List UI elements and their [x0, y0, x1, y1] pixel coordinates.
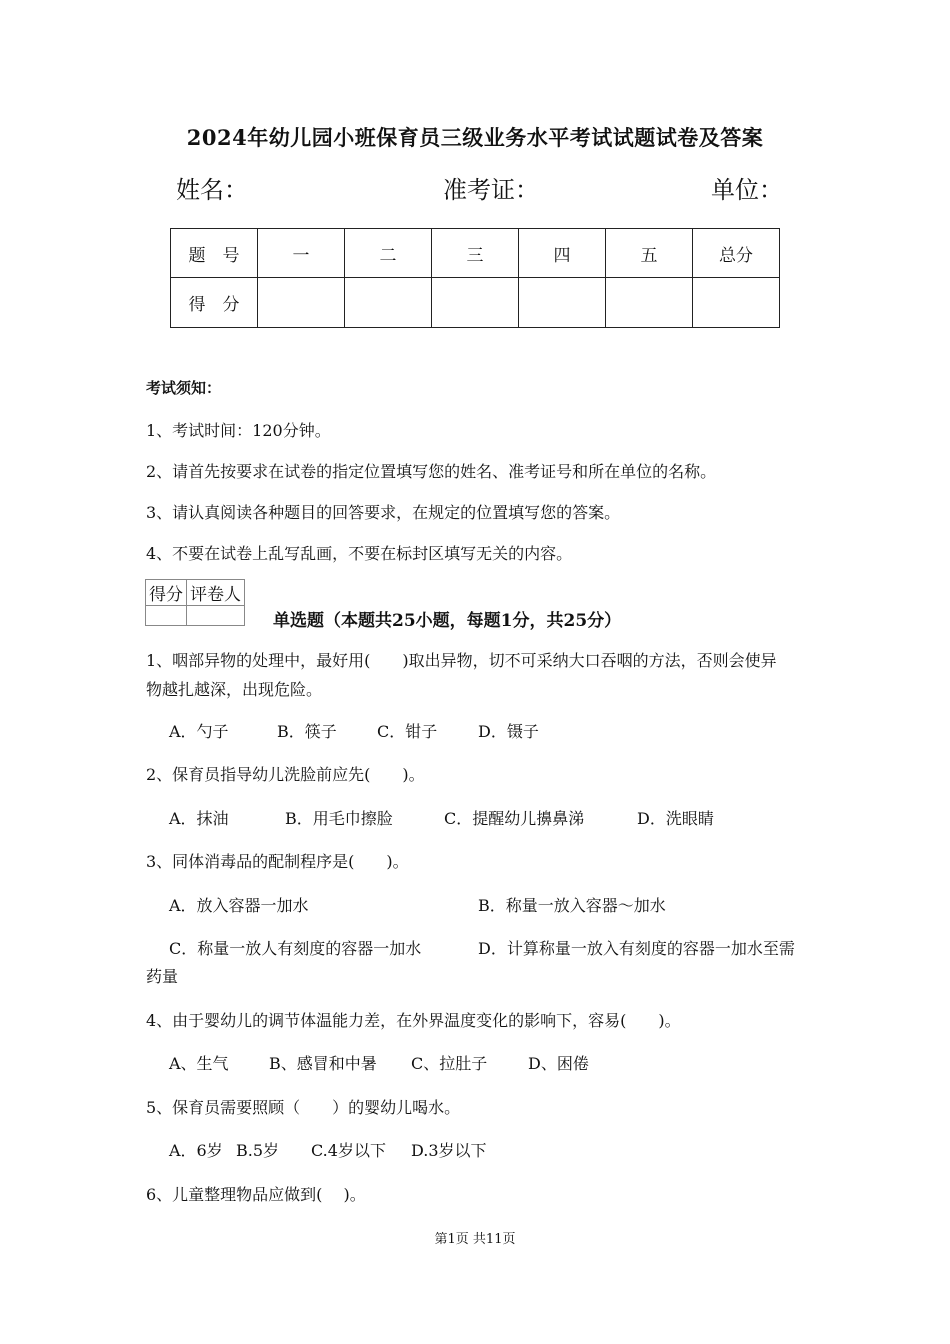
question-6: 6、儿童整理物品应做到( )。 [146, 1185, 366, 1204]
score-cell-section-3: 三 [432, 229, 519, 278]
q5-option-c: C.4岁以下 [311, 1141, 386, 1160]
q1-option-a: A．勺子 [169, 722, 229, 741]
grader-name-label: 评卷人 [187, 580, 245, 606]
q4-option-c: C、拉肚子 [411, 1054, 488, 1073]
notice-item-2: 2、请首先按要求在试卷的指定位置填写您的姓名、准考证号和所在单位的名称。 [146, 462, 717, 481]
question-5: 5、保育员需要照顾（ ）的婴幼儿喝水。 [146, 1098, 461, 1117]
notice-item-4: 4、不要在试卷上乱写乱画，不要在标封区填写无关的内容。 [146, 544, 573, 563]
page-footer: 第1页 共11页 [434, 1232, 516, 1247]
question-1-continued: 物越扎越深，出现危险。 [146, 680, 323, 699]
notice-item-3: 3、请认真阅读各种题目的回答要求，在规定的位置填写您的答案。 [146, 503, 621, 522]
q4-option-b: B、感冒和中暑 [269, 1054, 377, 1073]
score-input-5[interactable] [606, 278, 693, 328]
question-3: 3、同体消毒品的配制程序是( )。 [146, 852, 409, 871]
grader-score-input[interactable] [146, 606, 187, 626]
q1-option-d: D．镊子 [478, 722, 539, 741]
score-cell-section-1: 一 [258, 229, 345, 278]
question-2: 2、保育员指导幼儿洗脸前应先( )。 [146, 765, 425, 784]
q3-option-d-continued: 药量 [146, 967, 179, 986]
score-table-header-row [171, 229, 780, 278]
grader-score-label: 得分 [146, 580, 187, 606]
q1-option-b: B．筷子 [277, 722, 337, 741]
q5-option-b: B.5岁 [236, 1141, 280, 1160]
score-row-label: 得 分 [171, 278, 258, 328]
q2-option-c: C．提醒幼儿擤鼻涕 [444, 809, 585, 828]
score-cell-section-2: 二 [345, 229, 432, 278]
q4-option-d: D、困倦 [528, 1054, 589, 1073]
grader-name-input[interactable] [187, 606, 245, 626]
score-table [170, 228, 780, 328]
score-cell-section-4: 四 [519, 229, 606, 278]
notice-heading: 考试须知： [146, 379, 222, 397]
q3-option-a: A．放入容器一加水 [169, 896, 309, 915]
name-field-label: 姓名： [176, 176, 248, 204]
q5-option-d: D.3岁以下 [411, 1141, 487, 1160]
score-cell-label: 题 号 [171, 229, 258, 278]
score-input-2[interactable] [345, 278, 432, 328]
exam-id-field-label: 准考证： [443, 176, 539, 204]
q1-option-c: C．钳子 [377, 722, 438, 741]
q2-option-b: B．用毛巾擦脸 [285, 809, 393, 828]
question-1: 1、咽部异物的处理中，最好用( )取出异物，切不可采纳大口吞咽的方法，否则会使异 [146, 651, 777, 670]
score-input-1[interactable] [258, 278, 345, 328]
q3-option-b: B．称量一放入容器～加水 [478, 896, 666, 915]
notice-item-1: 1、考试时间：120分钟。 [146, 421, 331, 440]
section-title: 单选题（本题共25小题，每题1分，共25分） [273, 611, 622, 631]
score-cell-section-5: 五 [606, 229, 693, 278]
q5-option-a: A．6岁 [169, 1141, 223, 1160]
score-cell-total: 总分 [693, 229, 780, 278]
question-4: 4、由于婴幼儿的调节体温能力差，在外界温度变化的影响下，容易( )。 [146, 1011, 681, 1030]
q4-option-a: A、生气 [169, 1054, 229, 1073]
unit-field-label: 单位： [711, 176, 783, 204]
score-input-3[interactable] [432, 278, 519, 328]
page-title: 2024年幼儿园小班保育员三级业务水平考试试题试卷及答案 [186, 125, 764, 150]
score-input-4[interactable] [519, 278, 606, 328]
q2-option-a: A．抹油 [169, 809, 229, 828]
q3-option-d: D．计算称量一放入有刻度的容器一加水至需 [478, 939, 795, 958]
q3-option-c: C．称量一放人有刻度的容器一加水 [169, 939, 422, 958]
q2-option-d: D．洗眼睛 [637, 809, 714, 828]
score-table-score-row [171, 278, 780, 328]
grader-box [145, 579, 245, 626]
score-input-total[interactable] [693, 278, 780, 328]
